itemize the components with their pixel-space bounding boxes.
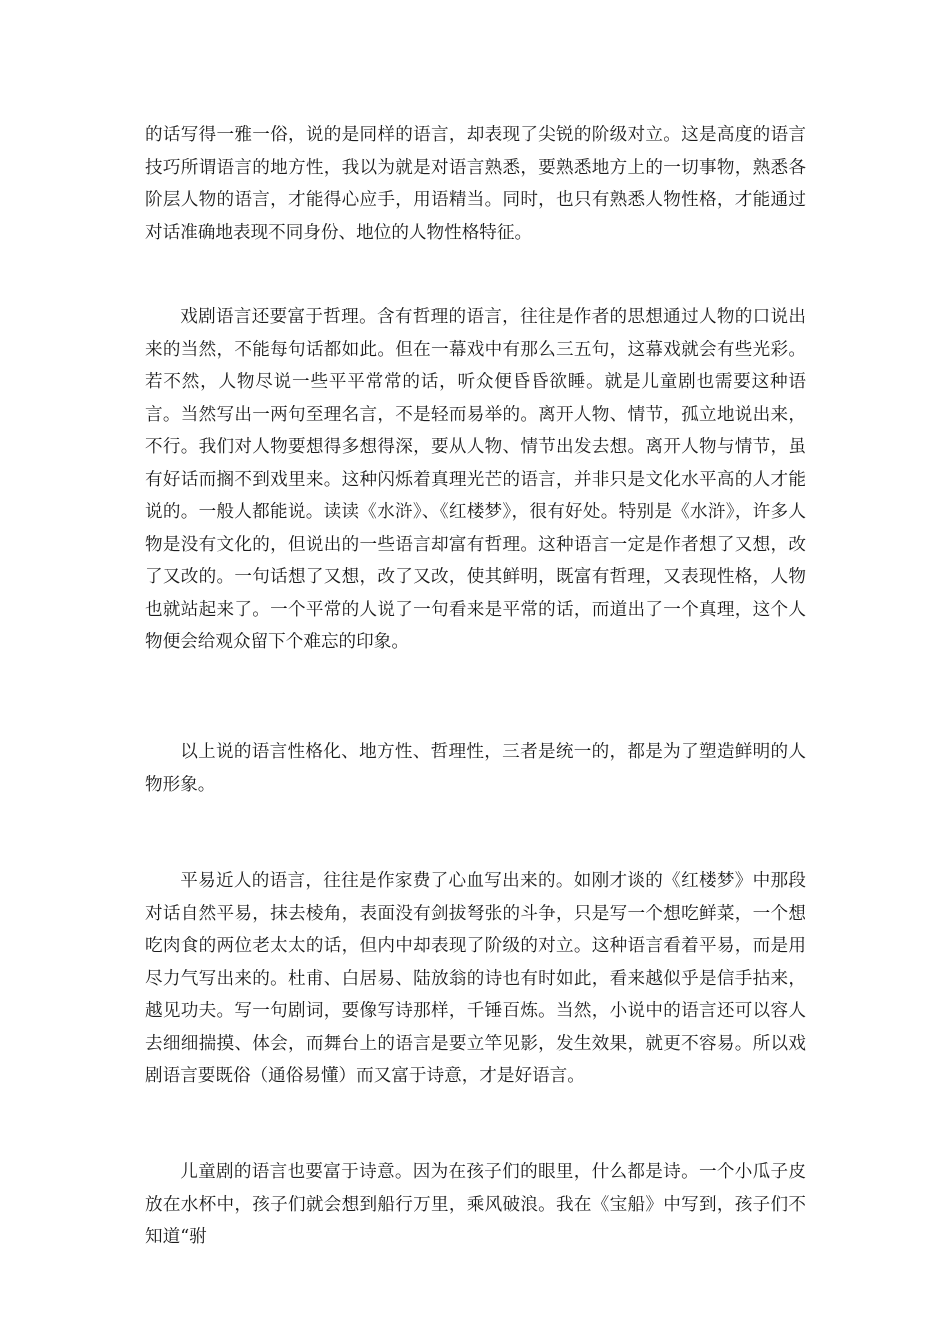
paragraph-language-locality <box>145 119 806 249</box>
paragraph-text: 戏剧语言还要富于哲理。含有哲理的语言，往往是作者的思想通过人物的口说出来的当然，不能每句话都如此。但在一幕戏中有那么三五句，这幕戏就会有些光彩。若不然，人物尽说一些平平常常的话，听众便昏昏欲睡。就是儿童剧也需要这种语言。当然写出一两句至理名言，不是轻而易举的。离开人物、情节，孤立地说出来，不行。我们对人物要想得多想得深，要从人物、情节出发去想。离开人物与情节，虽有好话而搁不到戏里来。这种闪烁着真理光芒的语言，并非只是文化水平高的人才能说的。一般人都能说。读读《水浒》、《红楼梦》，很有好处。特别是《水浒》，许多人物是没有文化的，但说出的一些语言却富有哲理。这种语言一定是作者想了又想，改了又改的。一句话想了又想，改了又改，使其鲜明，既富有哲理，又表现性格，人物也就站起来了。一个平常的人说了一句看来是平常的话，而道出了一个真理，这个人物便会给观众留下个难忘的印象。 <box>145 307 806 652</box>
paragraph-text: 的话写得一雅一俗，说的是同样的语言，却表现了尖锐的阶级对立。这是高度的语言技巧所谓语言的地方性，我以为就是对语言熟悉，要熟悉地方上的一切事物，熟悉各阶层人物的语言，才能得心应手，用语精当。同时，也只有熟悉人物性格，才能通过对话准确地表现不同身份、地位的人物性格特征。 <box>145 125 806 243</box>
paragraph-plain-language <box>145 865 806 1093</box>
paragraph-text: 平易近人的语言，往往是作家费了心血写出来的。如刚才谈的《红楼梦》中那段对话自然平易，抹去棱角，表面没有剑拔弩张的斗争，只是写一个想吃鲜菜，一个想吃肉食的两位老太太的话，但内中却表现了阶级的对立。这种语言看着平易，而是用尽力气写出来的。杜甫、白居易、陆放翁的诗也有时如此，看来越似乎是信手拈来，越见功夫。写一句剧词，要像写诗那样，千锤百炼。当然，小说中的语言还可以容人去细细揣摸、体会，而舞台上的语言是要立竿见影，发生效果，就更不容易。所以戏剧语言要既俗（通俗易懂）而又富于诗意，才是好语言。 <box>145 871 806 1086</box>
paragraph-language-philosophy <box>145 301 806 659</box>
paragraph-language-unity <box>145 736 806 801</box>
paragraph-childrens-drama <box>145 1156 806 1254</box>
paragraph-text: 儿童剧的语言也要富于诗意。因为在孩子们的眼里，什么都是诗。一个小瓜子皮放在水杯中，孩子们就会想到船行万里，乘风破浪。我在《宝船》中写到，孩子们不知道“驸 <box>145 1162 806 1247</box>
paragraph-text: 以上说的语言性格化、地方性、哲理性，三者是统一的，都是为了塑造鲜明的人物形象。 <box>145 742 806 795</box>
